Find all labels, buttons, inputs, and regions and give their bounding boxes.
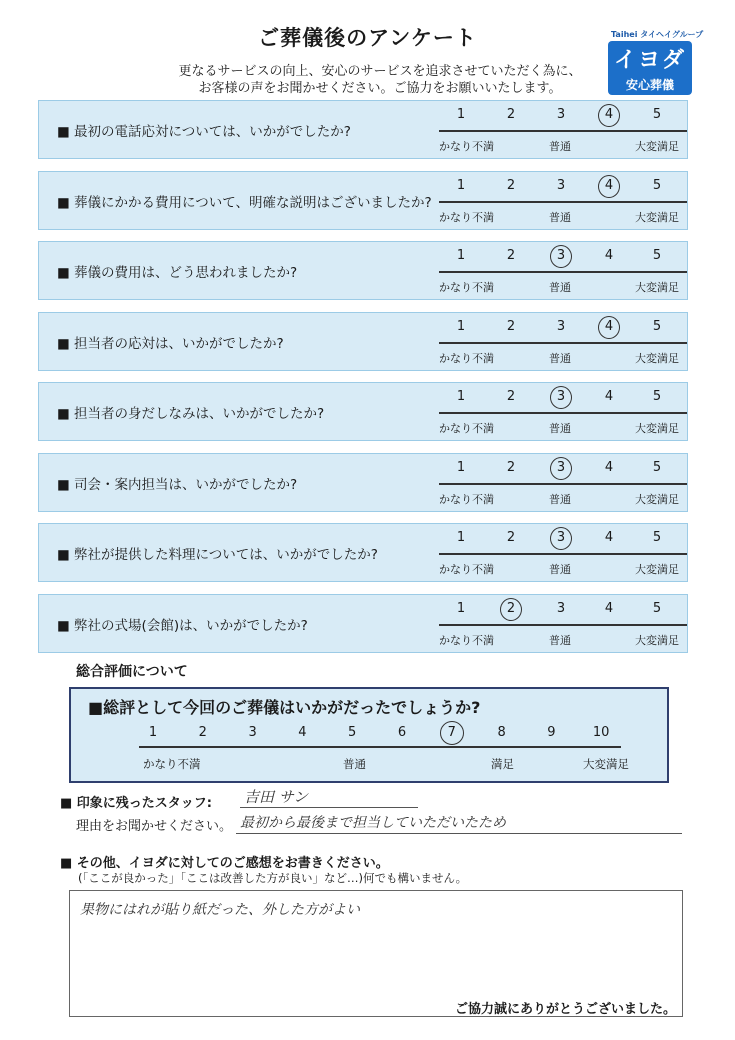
scale-label-low: かなり不満 [439,140,494,153]
question-row [38,100,688,159]
question-row [38,382,688,441]
rating-option-5[interactable]: 5 [652,177,662,193]
scale-label-high: 大変満足 [635,422,679,435]
scale-line [439,412,687,414]
selected-answer-circle [550,245,572,268]
rating-option-4[interactable]: 4 [604,248,614,263]
question-text: ■ 弊社の式場(会館)は、いかがでしたか? [57,617,308,634]
rating-option-1[interactable]: 1 [456,107,466,122]
scale-label-mid: 普通 [549,281,571,294]
rating-option-5[interactable]: 5 [652,107,662,122]
scale-label-low: かなり不満 [439,210,494,224]
scale-label-low: かなり不満 [439,351,494,365]
rating-option-2[interactable]: 2 [506,318,516,334]
rating-option-4[interactable]: 4 [604,318,614,334]
staff-underline [240,807,418,808]
question-row [38,453,688,512]
overall-option-2[interactable]: 2 [198,725,207,740]
rating-option-4[interactable]: 4 [604,530,614,545]
rating-scale [439,245,687,295]
scale-line [439,624,687,626]
question-text: ■ 葬儀の費用は、どう思われましたか? [57,265,298,281]
rating-option-1[interactable]: 1 [456,459,466,475]
overall-option-1[interactable]: 1 [148,725,158,740]
rating-option-2[interactable]: 2 [506,248,516,263]
rating-option-1[interactable]: 1 [456,389,466,404]
scale-label-high: 大変満足 [635,210,679,224]
page-title: ご葬儀後のアンケート [258,26,477,50]
question-text: ■ 担当者の応対は、いかがでしたか? [57,335,284,352]
scale-label-high: 大変満足 [635,563,679,576]
scale-label-high: 大変満足 [635,492,679,506]
rating-option-4[interactable]: 4 [604,600,614,616]
rating-option-3[interactable]: 3 [556,177,566,193]
scale-line [439,553,687,555]
footer-thanks: ご協力誠にありがとうございました。 [455,1002,677,1017]
selected-answer-circle [500,598,522,621]
scale-label-high: 大変満足 [635,281,679,294]
rating-option-2[interactable]: 2 [506,459,516,475]
scale-line [439,271,687,273]
brand-group-label: Taihei タイヘイグループ [611,30,704,39]
brand-logo [608,41,692,95]
reason-label: 理由をお聞かせください。 [76,819,233,834]
brand-tagline: 安心葬儀 [625,78,674,92]
rating-scale [439,527,687,577]
selected-answer-circle [550,527,572,550]
question-text: ■ 司会・案内担当は、いかがでしたか? [57,476,298,493]
question-row [38,594,688,653]
rating-option-5[interactable]: 5 [652,459,662,475]
rating-option-2[interactable]: 2 [506,177,516,193]
overall-question: ■総評として今回のご葬儀はいかがだったでしょうか? [88,698,481,717]
rating-option-3[interactable]: 3 [556,248,566,263]
question-row [38,312,688,371]
rating-option-1[interactable]: 1 [456,530,466,545]
scale-label-mid: 普通 [549,563,571,576]
rating-option-4[interactable]: 4 [604,107,614,122]
overall-option-6[interactable]: 6 [397,725,407,740]
rating-scale [439,386,687,436]
rating-option-5[interactable]: 5 [652,318,662,334]
overall-label-low: かなり不満 [143,757,201,771]
rating-option-5[interactable]: 5 [652,248,662,263]
intro-line-1: 更なるサービスの向上、安心のサービスを追求させていただく為に、 [178,64,582,79]
scale-line [439,201,687,203]
overall-option-3[interactable]: 3 [248,725,257,740]
rating-scale [439,175,687,225]
rating-scale [439,598,687,648]
scale-label-mid: 普通 [549,210,571,224]
rating-scale [439,457,687,507]
reason-underline [236,833,682,834]
scale-label-mid: 普通 [549,633,571,647]
rating-option-3[interactable]: 3 [556,107,566,122]
comments-value: 果物にはれが貼り紙だった、外した方がよい [80,902,360,918]
scale-label-low: かなり不満 [439,492,494,506]
overall-label-high: 大変満足 [583,757,629,771]
scale-label-low: かなり不満 [439,563,494,576]
brand-name: イヨダ [613,48,686,73]
rating-option-5[interactable]: 5 [652,600,662,616]
rating-option-1[interactable]: 1 [456,248,466,263]
rating-option-4[interactable]: 4 [604,389,614,404]
question-row [38,523,688,582]
staff-label: ■ 印象に残ったスタッフ: [60,796,213,811]
rating-option-5[interactable]: 5 [652,389,662,404]
scale-label-mid: 普通 [549,140,571,153]
rating-option-4[interactable]: 4 [604,459,614,475]
scale-line [439,483,687,485]
rating-scale [439,104,687,154]
rating-option-3[interactable]: 3 [556,318,566,334]
selected-answer-circle [598,104,620,127]
scale-line [439,342,687,344]
rating-option-3[interactable]: 3 [556,459,566,475]
rating-option-3[interactable]: 3 [556,389,566,404]
overall-heading: 総合評価について [76,664,188,680]
scale-label-high: 大変満足 [635,351,679,365]
overall-option-7[interactable]: 7 [447,725,456,740]
comments-label: ■ その他、イヨダに対してのご感想をお書きください。 [60,856,389,871]
selected-answer-circle [550,386,572,409]
overall-scale-line [139,746,621,748]
question-text: ■ 最初の電話応対については、いかがでしたか? [57,124,351,140]
scale-label-high: 大変満足 [635,140,679,153]
scale-label-low: かなり不満 [439,422,494,435]
reason-value[interactable]: 最初から最後まで担当していただいたため [240,815,506,831]
overall-rating-box [69,687,669,783]
overall-label-mid: 普通 [343,757,366,771]
scale-label-high: 大変満足 [635,633,679,647]
rating-option-1[interactable]: 1 [456,318,466,334]
rating-option-4[interactable]: 4 [604,177,614,193]
overall-option-9[interactable]: 9 [547,725,556,740]
rating-option-2[interactable]: 2 [506,107,516,122]
selected-answer-circle [550,457,572,480]
question-text: ■ 担当者の身だしなみは、いかがでしたか? [57,406,325,422]
rating-option-2[interactable]: 2 [506,600,516,616]
selected-answer-circle [598,175,620,198]
overall-option-10[interactable]: 10 [592,725,610,740]
rating-option-5[interactable]: 5 [652,530,662,545]
overall-option-4[interactable]: 4 [298,725,307,740]
overall-answer-circle [440,721,464,745]
rating-option-3[interactable]: 3 [556,600,566,616]
question-text: ■ 葬儀にかかる費用について、明確な説明はございましたか? [57,194,432,211]
rating-option-1[interactable]: 1 [456,177,466,193]
question-row [38,171,688,230]
rating-option-3[interactable]: 3 [556,530,566,545]
staff-value[interactable]: 吉田 サン [244,788,309,806]
overall-option-8[interactable]: 8 [497,725,506,740]
scale-label-mid: 普通 [549,422,571,435]
intro-line-2: お客様の声をお聞かせください。ご協力をお願いいたします。 [198,81,562,96]
scale-label-low: かなり不満 [439,633,494,647]
scale-label-mid: 普通 [549,351,571,365]
overall-label-good: 満足 [491,757,514,771]
scale-label-mid: 普通 [549,492,571,506]
selected-answer-circle [598,316,620,339]
scale-line [439,130,687,132]
question-row [38,241,688,300]
rating-option-2[interactable]: 2 [506,389,516,404]
comments-hint: (「ここが良かった」「ここは改善した方が良い」など…)何でも構いません。 [78,871,468,885]
scale-label-low: かなり不満 [439,281,494,294]
rating-option-1[interactable]: 1 [456,600,466,616]
rating-option-2[interactable]: 2 [506,530,516,545]
rating-scale [439,316,687,366]
overall-option-5[interactable]: 5 [348,725,357,740]
question-text: ■ 弊社が提供した料理については、いかがでしたか? [57,547,378,563]
